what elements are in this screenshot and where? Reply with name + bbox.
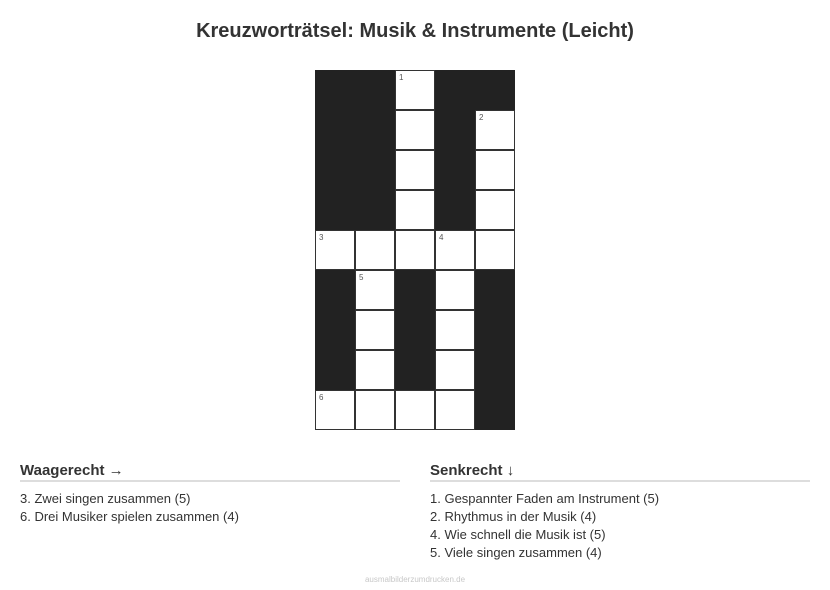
grid-cell[interactable] bbox=[355, 270, 395, 310]
blocked-cell bbox=[475, 270, 515, 310]
grid-cell[interactable] bbox=[395, 70, 435, 110]
grid-cell[interactable] bbox=[435, 230, 475, 270]
across-heading: Waagerecht → bbox=[20, 462, 400, 482]
grid-cell[interactable] bbox=[435, 390, 475, 430]
across-clue-list bbox=[20, 490, 400, 526]
across-clues bbox=[20, 462, 400, 526]
grid-cell[interactable] bbox=[475, 230, 515, 270]
grid-cell[interactable] bbox=[435, 270, 475, 310]
crossword-grid bbox=[315, 70, 515, 430]
grid-cell[interactable] bbox=[435, 350, 475, 390]
puzzle-title: Kreuzworträtsel: Musik & Instrumente (Leicht) bbox=[196, 20, 634, 42]
blocked-cell bbox=[315, 350, 355, 390]
clue-item: 3. Zwei singen zusammen (5) bbox=[20, 491, 191, 506]
grid-cell[interactable] bbox=[395, 150, 435, 190]
clue-item: 6. Drei Musiker spielen zusammen (4) bbox=[20, 509, 239, 524]
grid-cell[interactable] bbox=[395, 190, 435, 230]
blocked-cell bbox=[435, 190, 475, 230]
footer-credit: ausmalbilderzumdrucken.de bbox=[364, 575, 466, 584]
blocked-cell bbox=[315, 150, 355, 190]
blocked-cell bbox=[435, 70, 475, 110]
blocked-cell bbox=[355, 70, 395, 110]
grid-cell[interactable] bbox=[475, 150, 515, 190]
blocked-cell bbox=[315, 310, 355, 350]
blocked-cell bbox=[435, 110, 475, 150]
clue-number: 4 bbox=[439, 233, 444, 242]
blocked-cell bbox=[395, 310, 435, 350]
clue-number: 5 bbox=[359, 273, 364, 282]
grid-cell[interactable] bbox=[475, 110, 515, 150]
blocked-cell bbox=[475, 350, 515, 390]
clue-item: 4. Wie schnell die Musik ist (5) bbox=[430, 527, 606, 542]
blocked-cell bbox=[475, 390, 515, 430]
blocked-cell bbox=[355, 110, 395, 150]
clue-item: 5. Viele singen zusammen (4) bbox=[430, 545, 602, 560]
grid-cell[interactable] bbox=[395, 390, 435, 430]
blocked-cell bbox=[315, 70, 355, 110]
blocked-cell bbox=[395, 270, 435, 310]
grid-cell[interactable] bbox=[355, 230, 395, 270]
grid-cell[interactable] bbox=[395, 230, 435, 270]
down-heading: Senkrecht ↓ bbox=[430, 462, 810, 482]
grid-cell[interactable] bbox=[355, 390, 395, 430]
grid-cell[interactable] bbox=[315, 230, 355, 270]
clue-number: 3 bbox=[319, 233, 324, 242]
grid-cell[interactable] bbox=[395, 110, 435, 150]
clue-number: 6 bbox=[319, 393, 324, 402]
grid-cell[interactable] bbox=[475, 190, 515, 230]
down-clues bbox=[430, 462, 810, 562]
clue-item: 1. Gespannter Faden am Instrument (5) bbox=[430, 491, 660, 506]
blocked-cell bbox=[395, 350, 435, 390]
down-clue-list bbox=[430, 490, 810, 562]
blocked-cell bbox=[355, 190, 395, 230]
grid-cell[interactable] bbox=[435, 310, 475, 350]
blocked-cell bbox=[315, 110, 355, 150]
grid-cell[interactable] bbox=[315, 390, 355, 430]
grid-cell[interactable] bbox=[355, 350, 395, 390]
blocked-cell bbox=[475, 310, 515, 350]
clue-number: 1 bbox=[399, 73, 404, 82]
blocked-cell bbox=[475, 70, 515, 110]
blocked-cell bbox=[315, 190, 355, 230]
clue-number: 2 bbox=[479, 113, 484, 122]
blocked-cell bbox=[315, 270, 355, 310]
grid-cell[interactable] bbox=[355, 310, 395, 350]
clue-item: 2. Rhythmus in der Musik (4) bbox=[430, 509, 597, 524]
blocked-cell bbox=[355, 150, 395, 190]
blocked-cell bbox=[435, 150, 475, 190]
